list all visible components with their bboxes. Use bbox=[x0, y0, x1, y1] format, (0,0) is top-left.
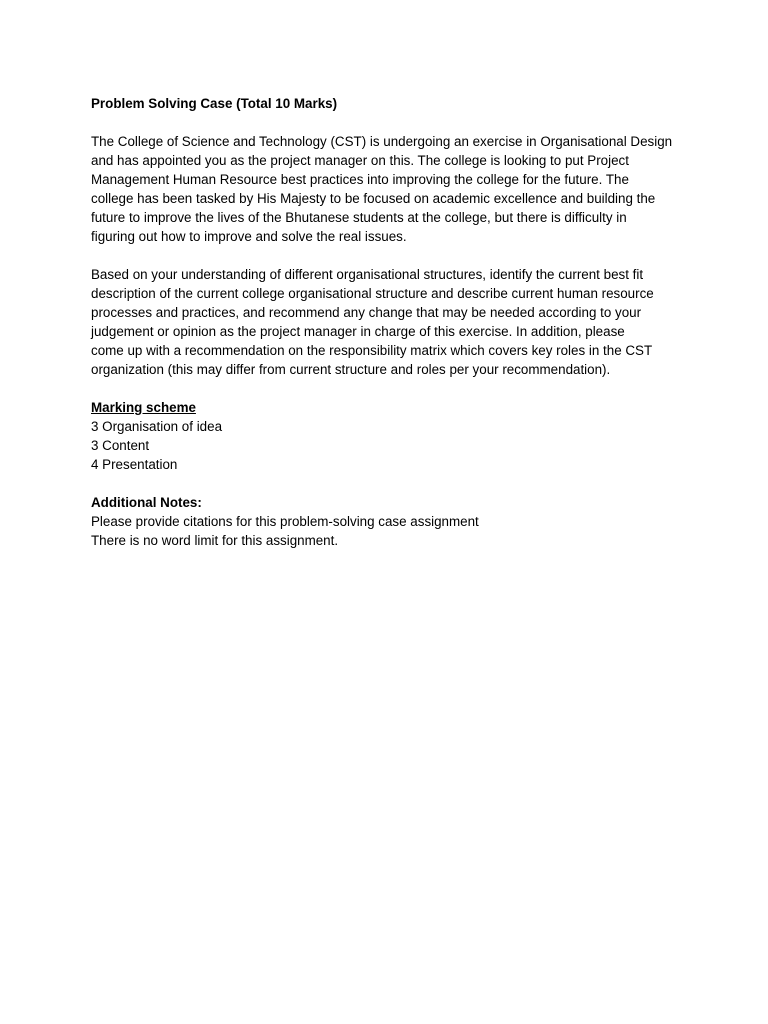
paragraph-line: future to improve the lives of the Bhutanese students at the college, but there is difficulty in bbox=[91, 210, 627, 225]
paragraph-line: come up with a recommendation on the responsibility matrix which covers key roles in the CST bbox=[91, 343, 653, 358]
paragraph-line: judgement or opinion as the project manager in charge of this exercise. In addition, please bbox=[91, 324, 625, 339]
marking-scheme-item: 3 Organisation of idea bbox=[91, 419, 223, 434]
additional-notes-section bbox=[91, 493, 691, 550]
paragraph-intro bbox=[91, 132, 691, 246]
marking-scheme-item: 4 Presentation bbox=[91, 457, 178, 472]
paragraph-line: college has been tasked by His Majesty to be focused on academic excellence and building the bbox=[91, 191, 656, 206]
paragraph-line: processes and practices, and recommend any change that may be needed according to your bbox=[91, 305, 642, 320]
paragraph-line: description of the current college organisational structure and describe current human resource bbox=[91, 286, 654, 301]
additional-notes-heading: Additional Notes: bbox=[91, 495, 202, 510]
additional-notes-line: There is no word limit for this assignment. bbox=[91, 533, 339, 548]
paragraph-line: organization (this may differ from current structure and roles per your recommendation). bbox=[91, 362, 611, 377]
marking-scheme-heading: Marking scheme bbox=[91, 400, 196, 415]
spacer bbox=[91, 246, 691, 265]
paragraph-line: and has appointed you as the project manager on this. The college is looking to put Project bbox=[91, 153, 629, 168]
paragraph-line: The College of Science and Technology (CST) is undergoing an exercise in Organisational Design bbox=[91, 134, 673, 149]
document-title: Problem Solving Case (Total 10 Marks) bbox=[91, 96, 338, 111]
paragraph-line: Management Human Resource best practices into improving the college for the future. The bbox=[91, 172, 629, 187]
spacer bbox=[91, 379, 691, 398]
spacer bbox=[91, 474, 691, 493]
additional-notes-line: Please provide citations for this problem-solving case assignment bbox=[91, 514, 479, 529]
spacer bbox=[91, 113, 691, 132]
marking-scheme-section bbox=[91, 398, 691, 474]
paragraph-line: Based on your understanding of different organisational structures, identify the current best fit bbox=[91, 267, 644, 282]
paragraph-task bbox=[91, 265, 691, 379]
paragraph-line: figuring out how to improve and solve the real issues. bbox=[91, 229, 407, 244]
marking-scheme-item: 3 Content bbox=[91, 438, 150, 453]
document-body bbox=[91, 94, 691, 550]
